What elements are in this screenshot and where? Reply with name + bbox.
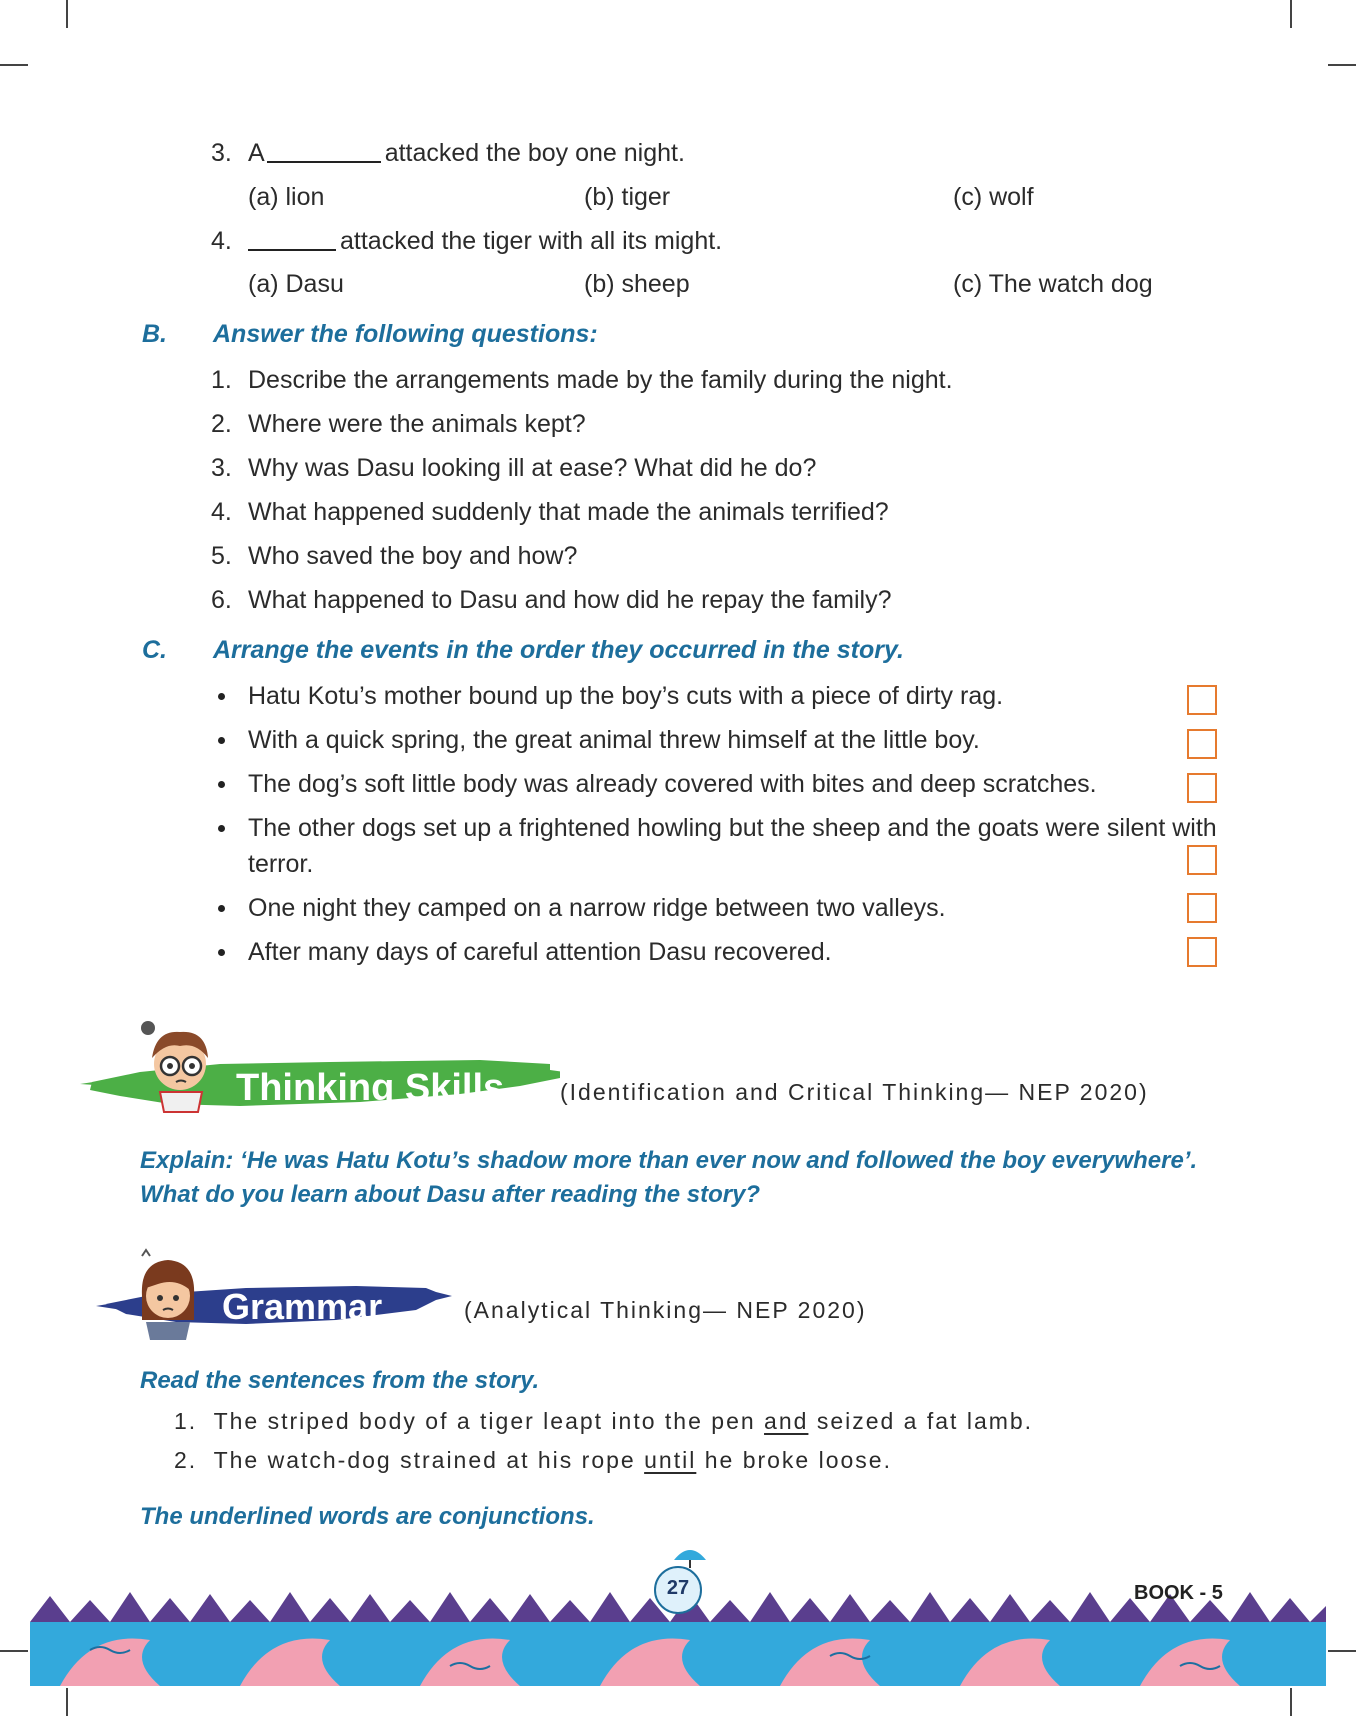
thinking-skills-title: Thinking Skills	[236, 1067, 505, 1109]
crop-mark	[1290, 0, 1292, 28]
conjunction-word: and	[764, 1408, 809, 1434]
crop-mark	[0, 1650, 28, 1652]
answer-blank[interactable]	[248, 227, 336, 251]
order-box[interactable]	[1187, 685, 1217, 715]
page-number: 27	[666, 1577, 690, 1599]
mcq-post: attacked the tiger with all its might.	[340, 227, 723, 255]
mcq-option: (c) The watch dog	[953, 270, 1153, 298]
crop-mark	[0, 64, 28, 66]
order-box[interactable]	[1187, 773, 1217, 803]
book-label: BOOK - 5	[1134, 1582, 1223, 1604]
mcq-number: 3.	[211, 139, 232, 167]
bullet-icon	[218, 905, 225, 912]
section-b-letter: B.	[142, 320, 167, 348]
question-number: 1.	[211, 366, 232, 394]
event-text: With a quick spring, the great animal threw himself at the little boy.	[248, 726, 980, 754]
conjunction-word: until	[644, 1447, 697, 1473]
grammar-subtitle: (Analytical Thinking— NEP 2020)	[464, 1297, 867, 1323]
question-text: What happened to Dasu and how did he repay the family?	[248, 586, 892, 614]
mcq-option: (b) sheep	[584, 270, 690, 298]
grammar-note: The underlined words are conjunctions.	[140, 1503, 595, 1530]
question-number: 3.	[211, 454, 232, 482]
grammar-title: Grammar	[222, 1286, 383, 1327]
bullet-icon	[218, 693, 225, 700]
mcq-option: (a) lion	[248, 183, 325, 211]
mcq-question	[248, 225, 722, 257]
bullet-icon	[218, 737, 225, 744]
crop-mark	[1290, 1688, 1292, 1716]
mcq-number: 4.	[211, 227, 232, 255]
sentence-number: 2.	[174, 1447, 198, 1473]
mcq-option: (a) Dasu	[248, 270, 344, 298]
thinking-prompt-line2: What do you learn about Dasu after reading the story?	[140, 1181, 761, 1208]
sentence-number: 1.	[174, 1408, 198, 1434]
crop-mark	[66, 1688, 68, 1716]
event-text: The dog’s soft little body was already covered with bites and deep scratches.	[248, 770, 1097, 798]
answer-blank[interactable]	[267, 139, 381, 163]
section-b-title: Answer the following questions:	[213, 320, 598, 348]
sentence-text: The striped body of a tiger leapt into the pen	[213, 1408, 756, 1434]
sentence-text: seized a fat lamb.	[816, 1408, 1034, 1434]
girl-thinking-icon	[142, 1250, 194, 1340]
crop-mark	[66, 0, 68, 28]
order-box[interactable]	[1187, 845, 1217, 875]
grammar-sentence	[174, 1405, 1033, 1437]
question-number: 4.	[211, 498, 232, 526]
question-text: Who saved the boy and how?	[248, 542, 578, 570]
question-text: Where were the animals kept?	[248, 410, 586, 438]
grammar-sentence	[174, 1444, 892, 1476]
grammar-intro: Read the sentences from the story.	[140, 1367, 540, 1394]
crop-mark	[1328, 1650, 1356, 1652]
mcq-option: (b) tiger	[584, 183, 671, 211]
order-box[interactable]	[1187, 729, 1217, 759]
bullet-icon	[218, 949, 225, 956]
bullet-icon	[218, 781, 225, 788]
section-c-letter: C.	[142, 636, 167, 664]
question-number: 6.	[211, 586, 232, 614]
thinking-prompt-line1: Explain: ‘He was Hatu Kotu’s shadow more than ever now and followed the boy everywhere’.	[140, 1147, 1198, 1174]
mcq-post: attacked the boy one night.	[384, 139, 685, 167]
event-text: One night they camped on a narrow ridge between two valleys.	[248, 894, 946, 922]
event-text-cont: terror.	[248, 850, 314, 878]
event-text: The other dogs set up a frightened howling but the sheep and the goats were silent with	[248, 814, 1217, 842]
section-c-title: Arrange the events in the order they occurred in the story.	[213, 636, 904, 664]
order-box[interactable]	[1187, 893, 1217, 923]
question-text: Describe the arrangements made by the family during the night.	[248, 366, 953, 394]
page-number-badge	[654, 1566, 702, 1614]
mcq-pre: A	[248, 139, 265, 167]
order-box[interactable]	[1187, 937, 1217, 967]
question-text: What happened suddenly that made the animals terrified?	[248, 498, 889, 526]
mcq-option: (c) wolf	[953, 183, 1034, 211]
crop-mark	[1328, 64, 1356, 66]
mcq-question	[248, 137, 685, 169]
event-text: After many days of careful attention Dasu recovered.	[248, 938, 832, 966]
sentence-text: he broke loose.	[704, 1447, 892, 1473]
question-number: 2.	[211, 410, 232, 438]
thinking-skills-subtitle: (Identification and Critical Thinking— NEP 2020)	[560, 1079, 1149, 1105]
bullet-icon	[218, 825, 225, 832]
event-text: Hatu Kotu’s mother bound up the boy’s cuts with a piece of dirty rag.	[248, 682, 1004, 710]
question-text: Why was Dasu looking ill at ease? What did he do?	[248, 454, 817, 482]
sentence-text: The watch-dog strained at his rope	[213, 1447, 636, 1473]
question-number: 5.	[211, 542, 232, 570]
